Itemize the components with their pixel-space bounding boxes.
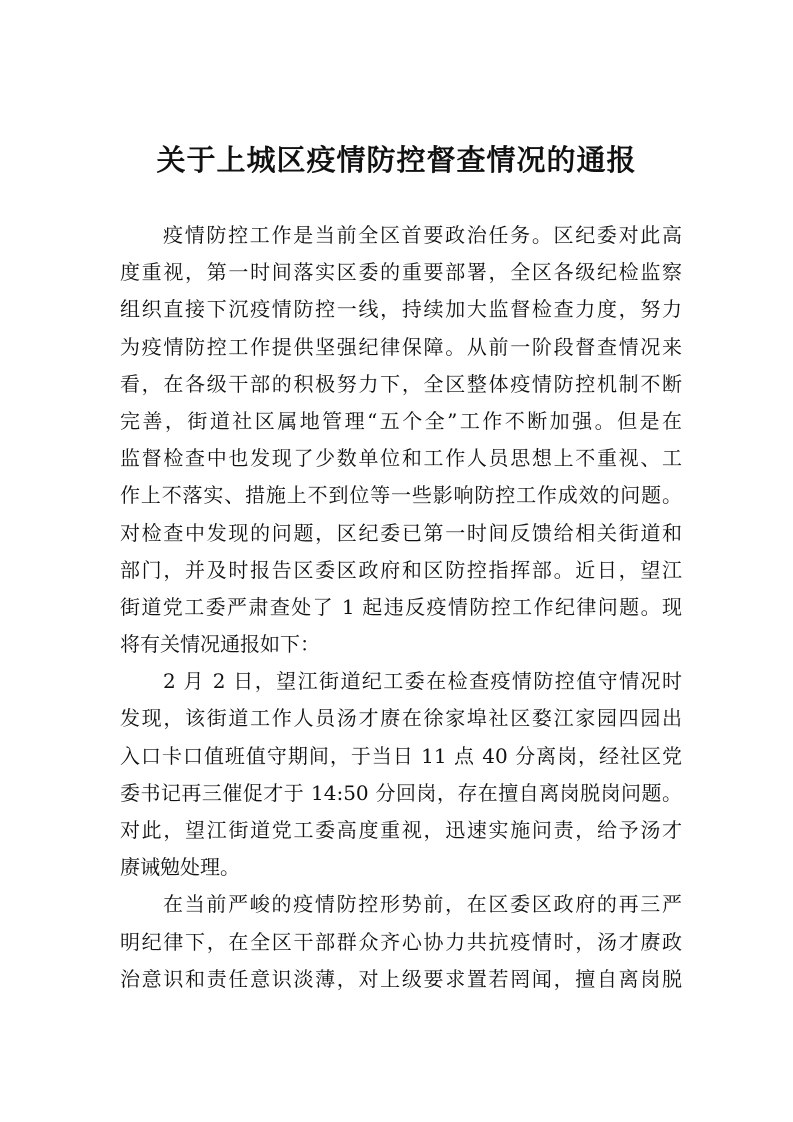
paragraph-line: 明纪律下，在全区干部群众齐心协力共抗疫情时，汤才赓政	[120, 929, 682, 954]
paragraph-line: 作上不落实、措施上不到位等一些影响防控工作成效的问题。	[120, 483, 682, 508]
paragraph-line: 委书记再三催促才于 14:50 分回岗，存在擅自离岗脱岗问题。	[120, 780, 682, 805]
paragraph-line: 监督检查中也发现了少数单位和工作人员思想上不重视、工	[120, 446, 682, 471]
paragraph-line: 为疫情防控工作提供坚强纪律保障。从前一阶段督查情况来	[120, 334, 682, 359]
paragraph-line: 度重视，第一时间落实区委的重要部署，全区各级纪检监察	[120, 260, 682, 285]
paragraph-line: 看，在各级干部的积极努力下，全区整体疫情防控机制不断	[120, 371, 682, 396]
document-body	[120, 217, 682, 998]
paragraph-line: 在当前严峻的疫情防控形势前，在区委区政府的再三严	[163, 892, 682, 917]
paragraph-line: 疫情防控工作是当前全区首要政治任务。区纪委对此高	[163, 223, 682, 247]
paragraph	[120, 663, 682, 886]
paragraph-line: 治意识和责任意识淡薄，对上级要求置若罔闻，擅自离岗脱	[120, 966, 682, 991]
paragraph-line: 将有关情况通报如下：	[120, 632, 320, 657]
paragraph-line: 街道党工委严肃查处了 1 起违反疫情防控工作纪律问题。现	[120, 594, 682, 619]
document-title: 关于上城区疫情防控督查情况的通报	[156, 143, 637, 177]
paragraph-line: 2 月 2 日，望江街道纪工委在检查疫情防控值守情况时	[163, 669, 682, 694]
paragraph-line: 对此，望江街道党工委高度重视，迅速实施问责，给予汤才	[120, 818, 682, 842]
paragraph	[120, 217, 682, 663]
paragraph-line: 发现，该街道工作人员汤才赓在徐家埠社区婺江家园四园出	[120, 706, 682, 731]
paragraph-line: 对检查中发现的问题，区纪委已第一时间反馈给相关街道和	[120, 520, 682, 545]
paragraph	[120, 886, 682, 998]
paragraph-line: 入口卡口值班值守期间，于当日 11 点 40 分离岗，经社区党	[120, 743, 682, 768]
paragraph-line: 赓诫勉处理。	[120, 855, 240, 880]
paragraph-line: 组织直接下沉疫情防控一线，持续加大监督检查力度，努力	[120, 297, 682, 322]
paragraph-line: 部门，并及时报告区委区政府和区防控指挥部。近日，望江	[120, 557, 682, 582]
paragraph-line: 完善，街道社区属地管理“五个全”工作不断加强。但是在	[120, 408, 682, 433]
